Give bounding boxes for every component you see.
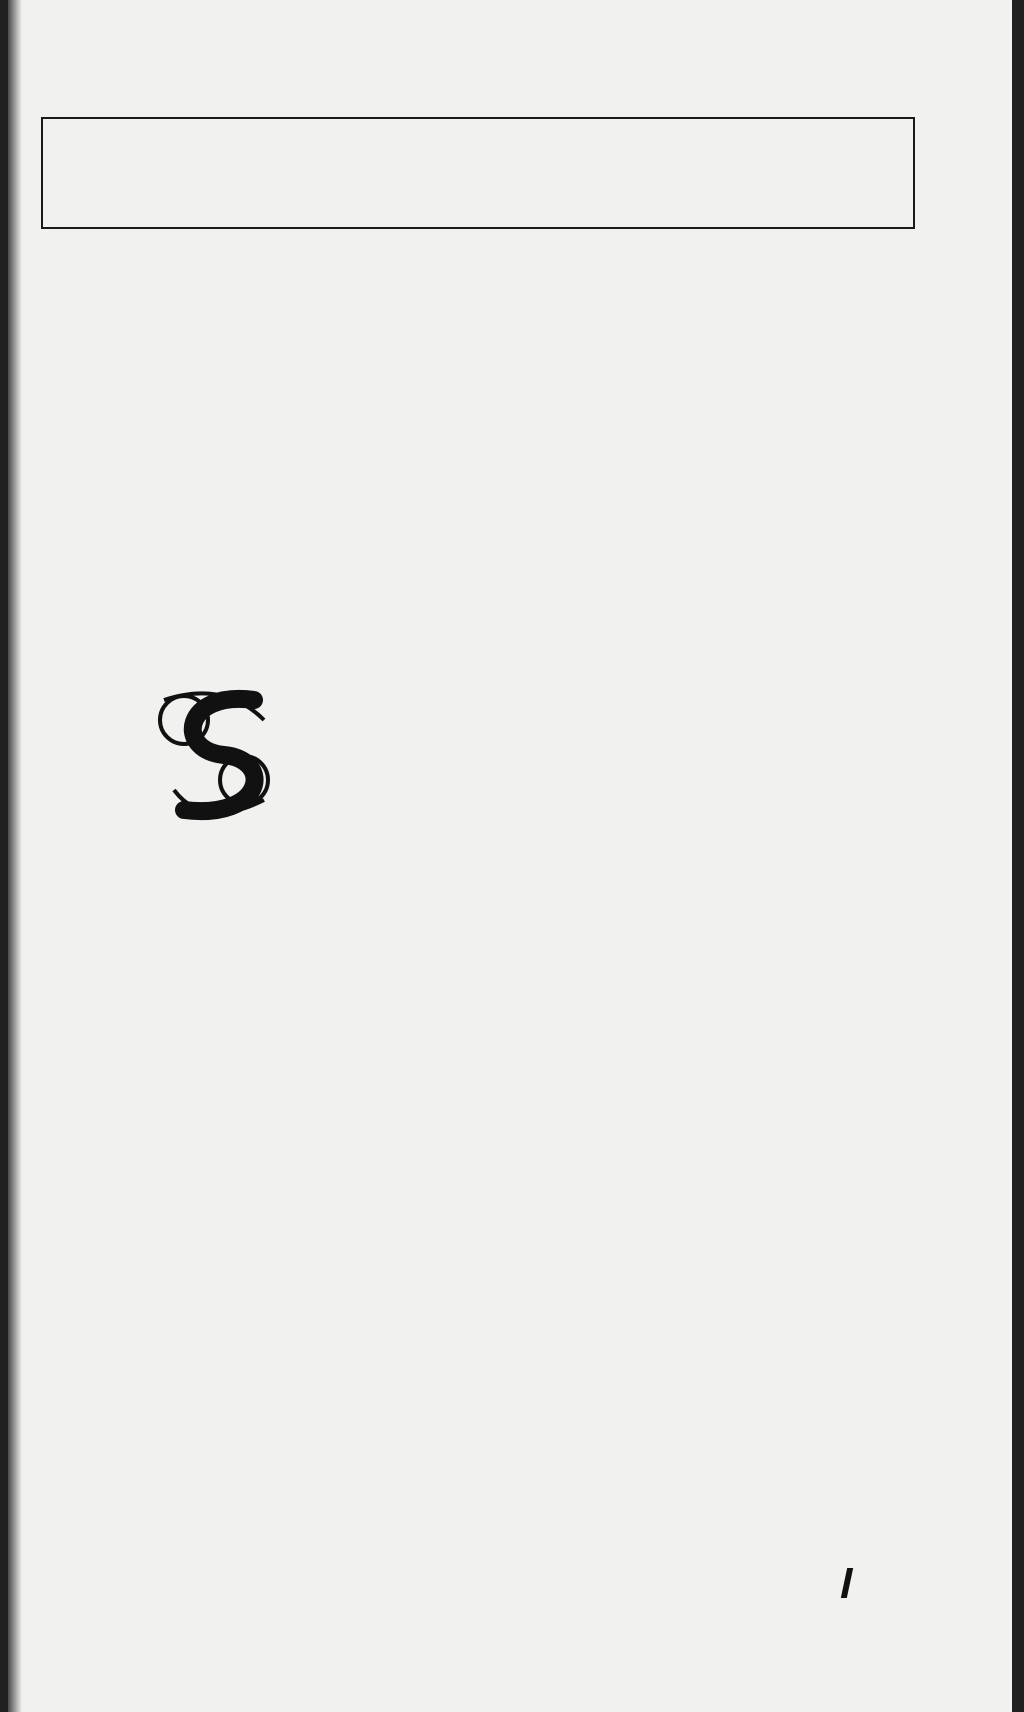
ornamental-header-band (38, 60, 918, 296)
catchword (838, 1568, 850, 1598)
gutter-shadow (8, 0, 22, 1712)
decorated-initial-s (144, 680, 294, 830)
book-page (8, 0, 1012, 1712)
